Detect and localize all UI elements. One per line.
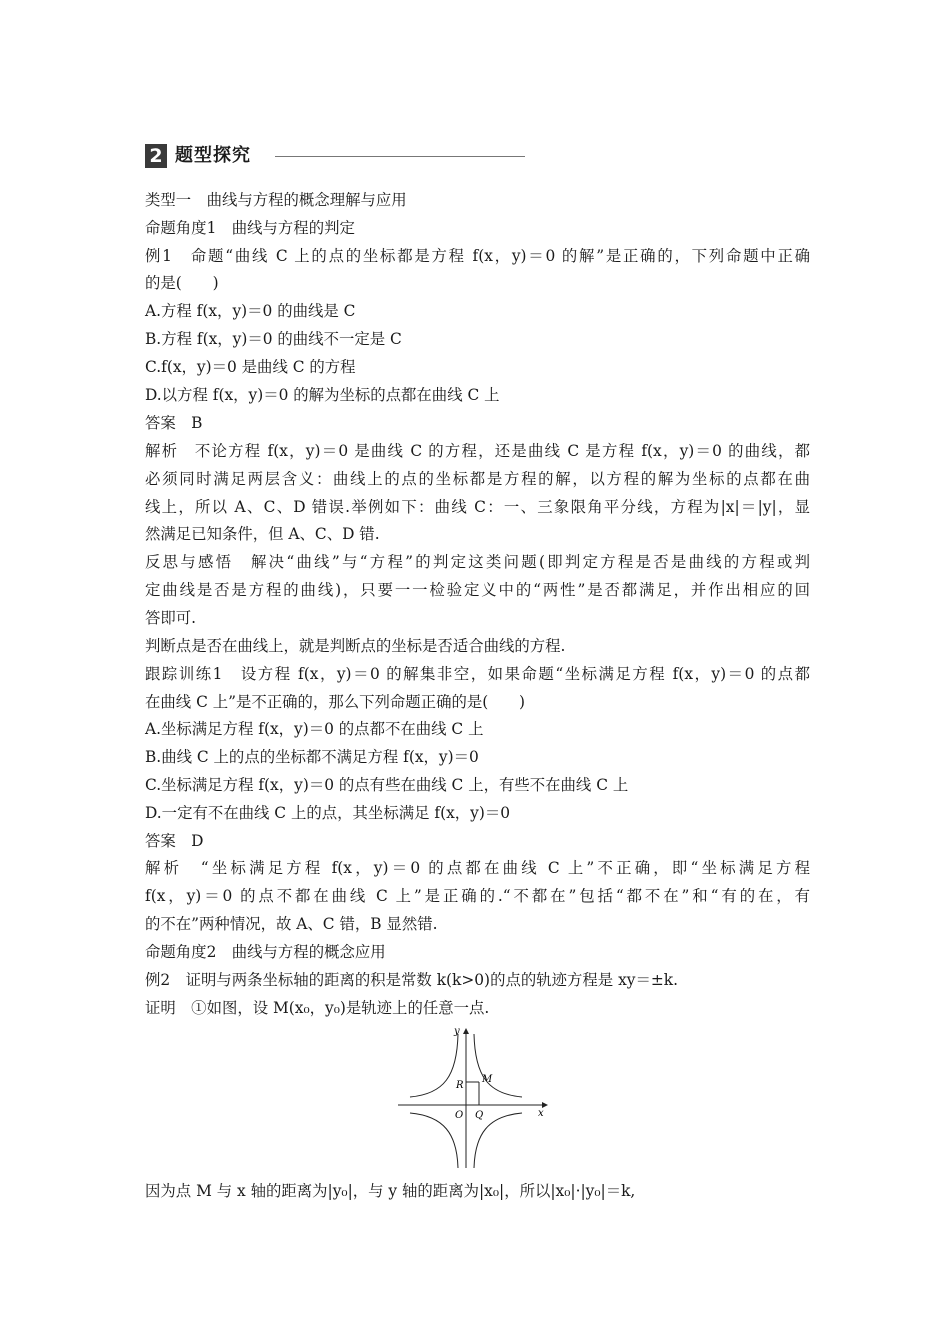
text-line: 答即可. [145,609,197,627]
label-x: x [538,1108,544,1119]
text-line: 定曲线是否是方程的曲线)，只要一一检验定义中的“两性”是否都满足，并作出相应的回 [145,581,810,599]
text-line: 线上，所以 A、C、D 错误.举例如下：曲线 C：一、三象限角平分线，方程为|x|＝|y|，显 [145,498,810,516]
text-line: 然满足已知条件，但 A、C、D 错. [145,525,380,543]
text-line: A.方程 f(x，y)＝0 的曲线是 C [145,302,356,320]
text-line: C.坐标满足方程 f(x，y)＝0 的点有些在曲线 C 上，有些不在曲线 C 上 [145,776,629,794]
label-m: M [482,1074,493,1085]
text-line: 命题角度1 曲线与方程的判定 [145,219,355,237]
text-line: B.方程 f(x，y)＝0 的曲线不一定是 C [145,330,402,348]
hyperbola-figure [396,1026,558,1170]
text-line: 解析 不论方程 f(x，y)＝0 是曲线 C 的方程，还是曲线 C 是方程 f(x，y)＝0 的曲线，都 [145,442,810,460]
text-line: D.以方程 f(x，y)＝0 的解为坐标的点都在曲线 C 上 [145,386,500,404]
hyperbola-branch-q1 [474,1034,522,1097]
text-line: 因为点 M 与 x 轴的距离为|y₀|，与 y 轴的距离为|x₀|，所以|x₀|·|y₀|＝k, [145,1182,636,1200]
label-r: R [456,1080,464,1091]
hyperbola-branch-q3 [410,1113,458,1168]
hyperbola-branch-q2 [410,1034,458,1097]
hyperbola-branch-q4 [474,1113,522,1168]
y-axis-arrow [463,1028,469,1034]
text-line: B.曲线 C 上的点的坐标都不满足方程 f(x，y)＝0 [145,748,479,766]
text-line: 反思与感悟 解决“曲线”与“方程”的判定这类问题(即判定方程是否是曲线的方程或判 [145,553,810,571]
text-line: 例1 命题“曲线 C 上的点的坐标都是方程 f(x，y)＝0 的解”是正确的，下列命题中正确 [145,247,810,265]
text-line: 解析 “坐标满足方程 f(x，y)＝0 的点都在曲线 C 上”不正确，即“坐标满足方程 [145,859,810,877]
text-line: C.f(x，y)＝0 是曲线 C 的方程 [145,358,356,376]
text-line: 在曲线 C 上”是不正确的，那么下列命题正确的是( ) [145,693,526,711]
text-line: 答案 D [145,832,204,850]
text-line: 的是( ) [145,274,219,292]
section-title: 题型探究 [175,145,251,166]
text-line: 类型一 曲线与方程的概念理解与应用 [145,191,407,209]
label-o: O [455,1110,464,1121]
section-rule [275,156,525,157]
text-line: 例2 证明与两条坐标轴的距离的积是常数 k(k>0)的点的轨迹方程是 xy＝±k. [145,971,678,989]
label-q: Q [475,1110,484,1121]
text-line: 必须同时满足两层含义：曲线上的点的坐标都是方程的解，以方程的解为坐标的点都在曲 [145,470,810,488]
label-y: y [454,1026,460,1037]
text-line: 证明 ①如图，设 M(x₀，y₀)是轨迹上的任意一点. [145,999,490,1017]
text-line: 答案 B [145,414,203,432]
section-number: 2 [145,144,167,168]
text-line: 判断点是否在曲线上，就是判断点的坐标是否适合曲线的方程. [145,637,566,655]
text-line: f(x，y)＝0 的点不都在曲线 C 上”是正确的.“不都在”包括“都不在”和“有的在，有 [145,887,810,905]
text-line: A.坐标满足方程 f(x，y)＝0 的点都不在曲线 C 上 [145,720,484,738]
text-line: D.一定有不在曲线 C 上的点，其坐标满足 f(x，y)＝0 [145,804,511,822]
text-line: 跟踪训练1 设方程 f(x，y)＝0 的解集非空，如果命题“坐标满足方程 f(x，y)＝0 的点都 [145,665,810,683]
text-line: 命题角度2 曲线与方程的概念应用 [145,943,386,961]
text-line: 的不在”两种情况，故 A、C 错，B 显然错. [145,915,438,933]
section-header [145,142,525,170]
